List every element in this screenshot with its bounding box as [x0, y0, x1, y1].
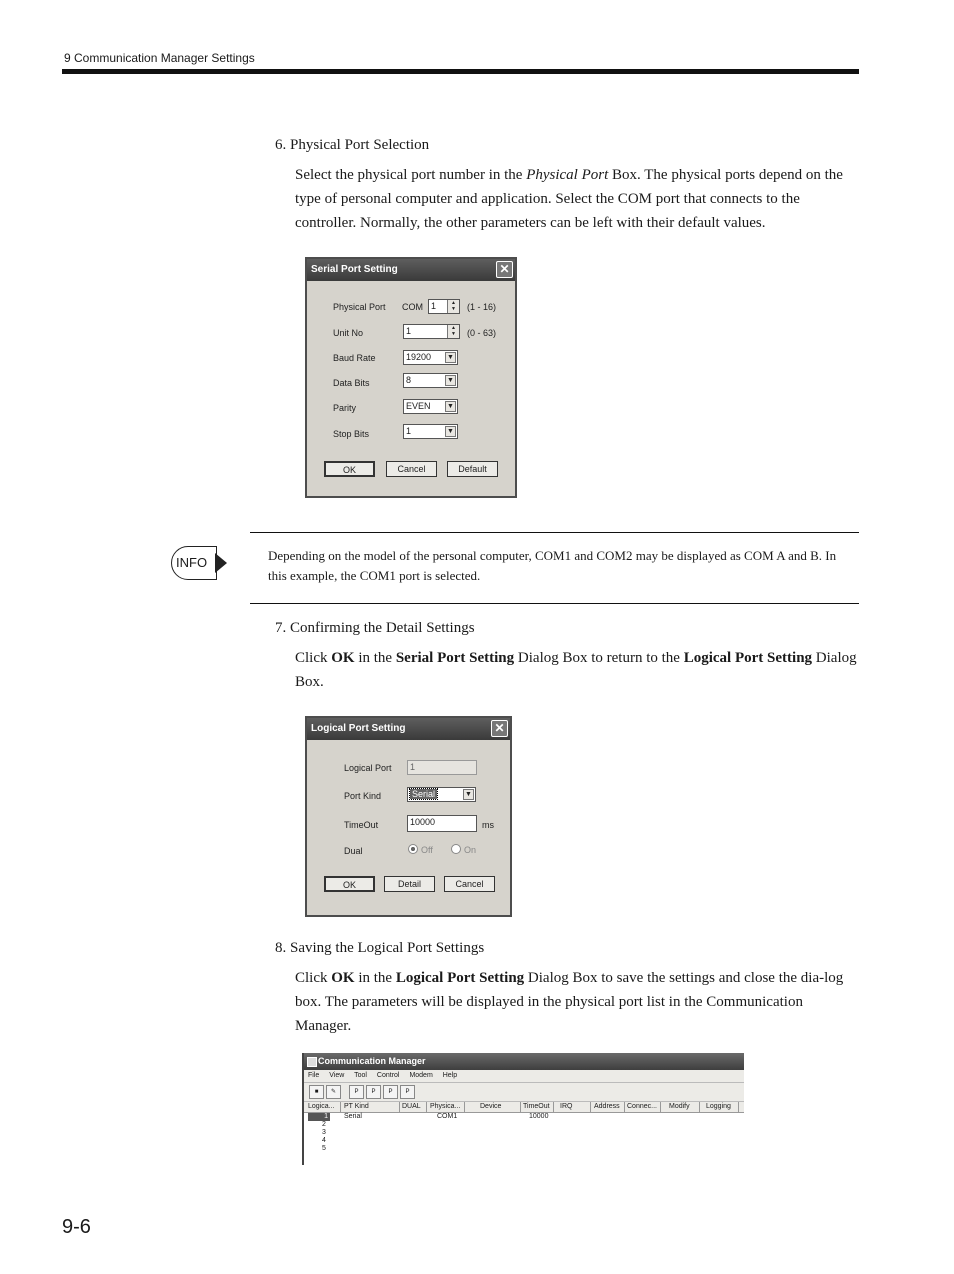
app-icon [307, 1057, 317, 1067]
dual-off-label: Off [421, 845, 433, 855]
table-row[interactable] [304, 1129, 744, 1137]
detail-button[interactable]: Detail [384, 876, 435, 892]
data-bits-select[interactable] [403, 373, 458, 388]
timeout-input[interactable]: 10000 [407, 815, 477, 832]
radio-selected-icon [408, 844, 418, 854]
page-number: 9-6 [62, 1216, 91, 1238]
table-row[interactable] [304, 1121, 744, 1129]
cm-title: Communication Manager [318, 1056, 426, 1066]
parity-select[interactable] [403, 399, 458, 414]
table-row[interactable] [304, 1145, 744, 1153]
close-icon[interactable]: ✕ [491, 720, 508, 737]
step-8-text-b: in the [354, 970, 396, 986]
edit-icon[interactable]: ✎ [326, 1085, 341, 1099]
port-search-icon[interactable]: P [366, 1085, 381, 1099]
header-rule [62, 69, 859, 74]
row-pt-kind: Serial [344, 1113, 362, 1120]
info-top-rule [250, 532, 859, 533]
step-6-body [295, 163, 858, 235]
running-header: 9 Communication Manager Settings [64, 51, 255, 65]
serial-dialog-title: Serial Port Setting [311, 264, 398, 275]
dual-off-radio [408, 844, 433, 855]
port-kind-label: Port Kind [344, 791, 382, 801]
ok-button[interactable]: OK [324, 461, 375, 477]
dual-on-label: On [464, 845, 477, 855]
col-address[interactable]: Address [594, 1102, 625, 1112]
default-button[interactable]: Default [447, 461, 498, 477]
data-bits-label: Data Bits [333, 378, 370, 388]
baud-rate-value: 19200 [406, 352, 432, 362]
col-pt-kind[interactable]: PT Kind [344, 1102, 400, 1112]
col-connection[interactable]: Connec... [627, 1102, 661, 1112]
baud-rate-label: Baud Rate [333, 353, 376, 363]
logical-port-setting-dialog [305, 716, 512, 917]
cancel-button[interactable]: Cancel [386, 461, 437, 477]
col-physical[interactable]: Physica... [430, 1102, 465, 1112]
chevron-down-icon[interactable]: ▼ [445, 401, 456, 412]
row-number: 4 [322, 1137, 326, 1144]
info-bottom-rule [250, 603, 859, 604]
info-icon: INFO [171, 546, 217, 580]
communication-manager-window [302, 1053, 744, 1165]
spinner-arrows-icon[interactable]: ▲ ▼ [447, 300, 459, 313]
physical-port-term: Physical Port [526, 167, 609, 183]
step-7-text-b: in the [354, 650, 396, 666]
col-irq[interactable]: IRQ [560, 1102, 591, 1112]
parity-value: EVEN [406, 401, 431, 411]
chevron-down-icon[interactable]: ▼ [445, 352, 456, 363]
com-prefix: COM [402, 302, 423, 312]
row-number: 5 [322, 1145, 326, 1152]
step-6-text-b: Box. The physical ports depend on the type of personal computer and application. Select the COM port that connects to the controller. Normally, the other parameters can be left with their default values. [295, 167, 843, 231]
physical-port-range: (1 - 16) [467, 302, 497, 312]
info-arrow-icon [215, 553, 227, 573]
step-8-title: 8. Saving the Logical Port Settings [275, 940, 485, 956]
ok-term: OK [331, 650, 355, 666]
close-icon[interactable]: ✕ [496, 261, 513, 278]
chevron-down-icon[interactable]: ▼ [463, 789, 474, 800]
stop-bits-select[interactable] [403, 424, 458, 439]
port-kind-value: Serial [412, 789, 436, 799]
parity-label: Parity [333, 403, 357, 413]
logical-port-label: Logical Port [344, 763, 392, 773]
step-8-text-c: Dialog Box to save the settings and close the dia-log box. The parameters will be displayed in the physical port list in the Communication Manager. [295, 970, 844, 1034]
serial-port-setting-term: Serial Port Setting [395, 650, 515, 666]
stop-bits-label: Stop Bits [333, 429, 370, 439]
baud-rate-select[interactable] [403, 350, 458, 365]
data-bits-value: 8 [406, 375, 412, 385]
cm-menubar [304, 1070, 744, 1082]
save-icon[interactable]: ■ [309, 1085, 324, 1099]
physical-port-spinner[interactable] [428, 299, 460, 314]
timeout-label: TimeOut [344, 820, 379, 830]
menu-file[interactable]: File [308, 1072, 320, 1079]
logical-dialog-titlebar [307, 718, 510, 740]
menu-help[interactable]: Help [442, 1072, 458, 1079]
col-dual[interactable]: DUAL [402, 1102, 427, 1112]
col-device[interactable]: Device [480, 1102, 521, 1112]
unit-no-range: (0 - 63) [467, 328, 497, 338]
port-connect-icon[interactable]: P [383, 1085, 398, 1099]
logical-dialog-title: Logical Port Setting [311, 723, 406, 734]
table-row[interactable] [304, 1113, 744, 1121]
row-physical: COM1 [437, 1113, 458, 1120]
step-7-text-d: Dialog Box. [295, 650, 857, 690]
unit-no-label: Unit No [333, 328, 364, 338]
physical-port-value: 1 [431, 301, 437, 311]
row-number: 2 [322, 1121, 326, 1128]
step-6-text-a: Select the physical port number in the [295, 167, 527, 183]
dual-on-radio [451, 844, 476, 855]
col-modify[interactable]: Modify [669, 1102, 700, 1112]
step-8-text-a: Click [295, 970, 332, 986]
ok-term: OK [331, 970, 355, 986]
radio-empty-icon [451, 844, 461, 854]
menu-view[interactable]: View [329, 1072, 345, 1079]
step-8-body [295, 966, 858, 1038]
logical-port-setting-term: Logical Port Setting [683, 650, 813, 666]
step-7-title: 7. Confirming the Detail Settings [275, 620, 475, 636]
port-query-icon[interactable]: P [400, 1085, 415, 1099]
ok-button[interactable]: OK [324, 876, 375, 892]
table-row[interactable] [304, 1137, 744, 1145]
col-logical[interactable]: Logica... [308, 1102, 341, 1112]
unit-no-spinner[interactable] [403, 324, 460, 339]
cm-toolbar [304, 1082, 744, 1102]
port-icon[interactable]: P [349, 1085, 364, 1099]
cm-list-header [304, 1102, 744, 1113]
stop-bits-value: 1 [406, 426, 412, 436]
row-number: 1 [308, 1113, 330, 1121]
step-7-text-a: Click [295, 650, 332, 666]
row-timeout: 10000 [529, 1113, 549, 1120]
col-logging[interactable]: Logging [706, 1102, 739, 1112]
step-7-body [295, 646, 858, 694]
chevron-down-icon[interactable]: ▼ [445, 426, 456, 437]
serial-dialog-titlebar [307, 259, 515, 281]
dual-label: Dual [344, 846, 363, 856]
info-text: Depending on the model of the personal computer, COM1 and COM2 may be displayed as COM A and B. In this example, the COM1 port is selected. [268, 548, 837, 583]
logical-port-setting-term: Logical Port Setting [395, 970, 525, 986]
menu-control[interactable]: Control [376, 1072, 400, 1079]
menu-tool[interactable]: Tool [354, 1072, 367, 1079]
row-number: 3 [322, 1129, 326, 1136]
cm-titlebar [304, 1053, 744, 1070]
unit-no-value: 1 [406, 326, 412, 336]
physical-port-label: Physical Port [333, 302, 386, 312]
port-kind-select[interactable] [407, 787, 476, 802]
step-6-title: 6. Physical Port Selection [275, 137, 430, 153]
serial-port-setting-dialog [305, 257, 517, 498]
menu-modem[interactable]: Modem [409, 1072, 433, 1079]
timeout-unit: ms [482, 820, 494, 830]
spinner-arrows-icon[interactable]: ▲ ▼ [447, 325, 459, 338]
cancel-button[interactable]: Cancel [444, 876, 495, 892]
col-timeout[interactable]: TimeOut [523, 1102, 554, 1112]
step-7-text-c: Dialog Box to return to the [514, 650, 684, 666]
chevron-down-icon[interactable]: ▼ [445, 375, 456, 386]
logical-port-field: 1 [407, 760, 477, 775]
